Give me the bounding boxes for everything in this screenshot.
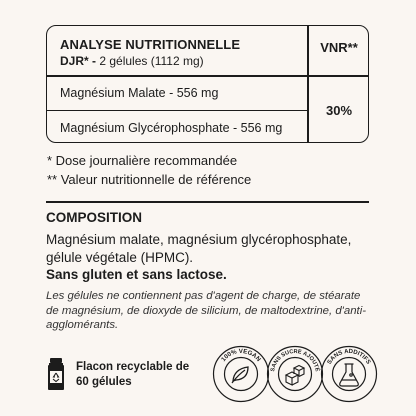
nutrition-table — [46, 25, 369, 143]
flacon-caption-line1: Flacon recyclable de — [76, 361, 190, 373]
table-row-malate: Magnésium Malate - 556 mg — [60, 86, 219, 100]
djr-label: DJR* - — [60, 54, 97, 68]
no-additives-badge-text: SANS ADDITIFS — [326, 348, 372, 366]
sugar-cubes-icon — [286, 366, 304, 386]
vnr-value: 30% — [325, 103, 353, 118]
no-additives-badge — [320, 345, 378, 403]
vegan-badge — [212, 345, 270, 403]
recyclable-bottle-icon — [44, 357, 68, 391]
leaf-icon — [232, 367, 248, 383]
flacon-caption-line2: 60 gélules — [76, 376, 132, 388]
table-row-divider — [47, 110, 307, 111]
footnote-djr: * Dose journalière recommandée — [47, 153, 238, 168]
excipient-note: Les gélules ne contiennent pas d'agent de charge, de stéarate de magnésium, de dioxyde de silicium, de maltodextrine, d'anti-agglomérants. — [46, 290, 367, 331]
table-header-divider — [47, 75, 368, 77]
flask-icon — [340, 364, 359, 386]
vnr-header: VNR** — [320, 40, 358, 55]
footnote-vnr: ** Valeur nutritionnelle de référence — [47, 172, 252, 187]
footnotes — [47, 151, 251, 189]
djr-line — [60, 54, 204, 68]
allergen-statement: Sans gluten et sans lactose. — [46, 267, 227, 282]
table-row-glycerophosphate: Magnésium Glycérophosphate - 556 mg — [60, 121, 283, 135]
vegan-badge-text: 100% VEGAN — [220, 347, 262, 364]
djr-value: 2 gélules (1112 mg) — [96, 54, 204, 68]
section-divider — [46, 201, 369, 203]
composition-body: Magnésium malate, magnésium glycérophosphate, gélule végétale (HPMC). — [46, 232, 352, 265]
no-added-sugar-badge-text: SANS SUCRE AJOUTÉ — [270, 348, 320, 373]
no-added-sugar-badge — [266, 345, 324, 403]
table-title: ANALYSE NUTRITIONNELLE — [60, 37, 241, 52]
flacon-caption — [76, 360, 189, 390]
composition-title: COMPOSITION — [46, 210, 143, 225]
